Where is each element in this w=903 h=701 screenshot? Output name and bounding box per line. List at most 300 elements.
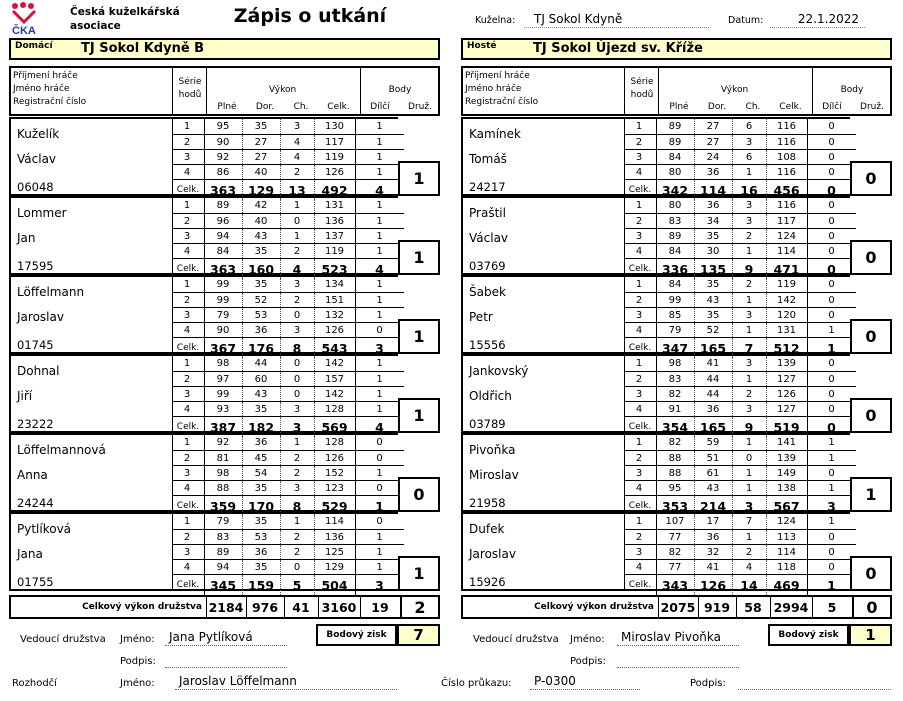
round-cell: 43 bbox=[706, 295, 720, 306]
round-cell: 92 bbox=[216, 437, 230, 448]
round-cell: 1 bbox=[745, 325, 753, 336]
home-jmeno-label: Jméno: bbox=[120, 634, 155, 645]
round-cell: 0 bbox=[828, 310, 835, 321]
col-celk: Celk. bbox=[779, 102, 802, 112]
player-first-name: Jaroslav bbox=[469, 547, 516, 561]
player-reg-number: 24217 bbox=[469, 180, 506, 194]
round-cell: 3 bbox=[635, 231, 643, 242]
total-cell: 387 bbox=[209, 420, 237, 435]
round-row bbox=[624, 198, 856, 213]
round-cell: 80 bbox=[668, 200, 682, 211]
total-cell: 469 bbox=[773, 578, 800, 593]
round-cell: 2 bbox=[635, 216, 643, 227]
round-cell: 32 bbox=[706, 547, 720, 558]
round-row bbox=[624, 119, 856, 134]
col-plne: Plné bbox=[669, 102, 689, 112]
away-label: Hosté bbox=[467, 41, 497, 51]
round-cell: 113 bbox=[776, 532, 797, 543]
player-reg-number: 03789 bbox=[469, 417, 506, 431]
col-name-line3: Registrační číslo bbox=[13, 97, 87, 107]
round-cell: 114 bbox=[324, 516, 345, 527]
round-cell: 2 bbox=[293, 547, 301, 558]
round-cell: 88 bbox=[216, 483, 230, 494]
player-reg-number: 21958 bbox=[469, 496, 506, 510]
round-cell: 0 bbox=[828, 295, 835, 306]
round-cell: 0 bbox=[828, 231, 835, 242]
round-cell: 3 bbox=[293, 325, 301, 336]
player-block bbox=[9, 275, 398, 354]
home-column-header bbox=[9, 66, 440, 116]
col-body: Body bbox=[840, 85, 864, 95]
round-cell: 94 bbox=[216, 231, 230, 242]
round-cell: 1 bbox=[745, 532, 753, 543]
round-row bbox=[172, 243, 404, 258]
round-cell: 84 bbox=[668, 152, 682, 163]
away-jmeno-label: Jméno: bbox=[570, 634, 605, 645]
round-cell: 0 bbox=[828, 562, 835, 573]
player-first-name: Jiří bbox=[17, 389, 33, 403]
round-row bbox=[624, 435, 856, 450]
round-cell: 83 bbox=[668, 374, 682, 385]
round-cell: 114 bbox=[776, 246, 797, 257]
round-cell: 3 bbox=[183, 310, 191, 321]
round-cell: 1 bbox=[183, 516, 191, 527]
round-cell: 82 bbox=[668, 389, 682, 400]
round-cell: 79 bbox=[216, 310, 230, 321]
round-cell: 79 bbox=[668, 325, 682, 336]
round-cell: 4 bbox=[635, 404, 643, 415]
round-cell: 0 bbox=[828, 404, 835, 415]
round-cell: 81 bbox=[216, 453, 230, 464]
round-cell: 89 bbox=[668, 137, 682, 148]
col-serie-line2: hodů bbox=[178, 90, 202, 100]
round-cell: 157 bbox=[324, 374, 345, 385]
round-row bbox=[172, 119, 404, 134]
player-block bbox=[9, 196, 398, 275]
round-cell: 3 bbox=[293, 121, 301, 132]
druzstvo-point: 1 bbox=[398, 161, 440, 196]
round-cell: 114 bbox=[776, 547, 797, 558]
round-cell: 27 bbox=[706, 137, 720, 148]
round-cell: 0 bbox=[828, 246, 835, 257]
round-row bbox=[172, 529, 404, 544]
round-cell: 3 bbox=[183, 231, 191, 242]
round-cell: 134 bbox=[324, 279, 345, 290]
cka-logo bbox=[10, 2, 46, 36]
total-cell: 129 bbox=[247, 183, 275, 198]
round-cell: 1 bbox=[745, 167, 753, 178]
round-cell: 2 bbox=[745, 231, 753, 242]
round-cell: 36 bbox=[254, 547, 268, 558]
col-celk: Celk. bbox=[327, 102, 350, 112]
round-cell: 0 bbox=[293, 562, 301, 573]
round-cell: 136 bbox=[324, 216, 345, 227]
celk-label: Celk. bbox=[628, 501, 652, 511]
round-cell: 0 bbox=[293, 310, 301, 321]
round-cell: 3 bbox=[745, 137, 753, 148]
rozhodci-podpis-field bbox=[738, 674, 891, 690]
summary-dilci: 5 bbox=[827, 600, 837, 615]
round-cell: 1 bbox=[745, 437, 753, 448]
total-cell: 523 bbox=[321, 262, 348, 277]
round-cell: 53 bbox=[254, 310, 268, 321]
round-cell: 126 bbox=[324, 167, 345, 178]
round-cell: 1 bbox=[376, 358, 383, 369]
round-cell: 92 bbox=[216, 152, 230, 163]
round-row bbox=[172, 435, 404, 450]
col-dor: Dor. bbox=[255, 102, 275, 112]
round-cell: 6 bbox=[745, 121, 753, 132]
round-cell: 130 bbox=[324, 121, 345, 132]
round-cell: 141 bbox=[776, 437, 797, 448]
player-surname: Praštil bbox=[469, 206, 506, 220]
away-bodovy-label: Bodový zisk bbox=[768, 624, 849, 646]
player-reg-number: 24244 bbox=[17, 496, 54, 510]
player-surname: Dohnal bbox=[17, 364, 60, 378]
round-cell: 4 bbox=[293, 137, 301, 148]
col-name-line3: Registrační číslo bbox=[465, 97, 539, 107]
summary-dilci: 19 bbox=[371, 600, 389, 615]
round-cell: 83 bbox=[216, 532, 230, 543]
total-cell: 0 bbox=[827, 262, 836, 277]
round-cell: 99 bbox=[668, 295, 682, 306]
player-block bbox=[9, 512, 398, 591]
druzstvo-point: 1 bbox=[398, 240, 440, 275]
round-cell: 82 bbox=[668, 437, 682, 448]
round-cell: 36 bbox=[706, 404, 720, 415]
col-dilci: Dílčí bbox=[822, 102, 842, 112]
round-row bbox=[624, 322, 856, 337]
total-cell: 9 bbox=[744, 420, 754, 435]
round-cell: 1 bbox=[745, 374, 753, 385]
player-first-name: Jan bbox=[17, 231, 36, 245]
round-cell: 35 bbox=[254, 483, 268, 494]
round-cell: 0 bbox=[376, 483, 383, 494]
total-cell: 14 bbox=[740, 578, 758, 593]
total-cell: 126 bbox=[699, 578, 727, 593]
summary-druz: 0 bbox=[866, 598, 878, 617]
round-cell: 3 bbox=[183, 547, 191, 558]
round-cell: 0 bbox=[376, 325, 383, 336]
round-cell: 152 bbox=[324, 468, 345, 479]
round-row bbox=[172, 292, 404, 307]
round-row bbox=[624, 529, 856, 544]
round-cell: 139 bbox=[776, 358, 797, 369]
total-cell: 359 bbox=[209, 499, 237, 514]
round-cell: 107 bbox=[665, 516, 685, 527]
total-cell: 176 bbox=[247, 341, 275, 356]
total-cell: 4 bbox=[375, 262, 384, 277]
round-cell: 108 bbox=[776, 152, 797, 163]
round-cell: 98 bbox=[216, 358, 230, 369]
round-cell: 4 bbox=[183, 246, 191, 257]
round-cell: 1 bbox=[828, 516, 835, 527]
round-cell: 2 bbox=[635, 453, 643, 464]
round-cell: 88 bbox=[668, 453, 682, 464]
away-bodovy-value: 1 bbox=[849, 624, 892, 646]
round-row bbox=[172, 277, 404, 292]
summary-plne: 2075 bbox=[660, 600, 696, 615]
round-cell: 116 bbox=[776, 200, 797, 211]
col-serie-line1: Série bbox=[178, 77, 202, 87]
druzstvo-point: 0 bbox=[850, 319, 892, 354]
col-serie-line1: Série bbox=[630, 77, 654, 87]
round-cell: 119 bbox=[776, 279, 797, 290]
round-cell: 52 bbox=[254, 295, 268, 306]
total-cell: 512 bbox=[773, 341, 800, 356]
round-cell: 125 bbox=[324, 547, 345, 558]
total-cell: 3 bbox=[375, 341, 384, 356]
round-cell: 116 bbox=[776, 121, 797, 132]
round-cell: 2 bbox=[635, 374, 643, 385]
prukaz-label: Číslo průkazu: bbox=[441, 678, 512, 689]
druzstvo-point: 1 bbox=[398, 319, 440, 354]
round-cell: 41 bbox=[706, 562, 720, 573]
round-cell: 1 bbox=[635, 516, 643, 527]
round-cell: 1 bbox=[376, 216, 383, 227]
round-cell: 142 bbox=[776, 295, 797, 306]
druzstvo-point: 0 bbox=[850, 556, 892, 591]
total-cell: 456 bbox=[773, 183, 800, 198]
player-block bbox=[461, 117, 850, 196]
player-block bbox=[461, 275, 850, 354]
round-cell: 2 bbox=[745, 547, 753, 558]
round-cell: 42 bbox=[254, 200, 268, 211]
player-block bbox=[9, 433, 398, 512]
round-cell: 142 bbox=[324, 389, 345, 400]
total-cell: 114 bbox=[699, 183, 727, 198]
total-cell: 347 bbox=[661, 341, 689, 356]
druzstvo-point: 0 bbox=[398, 477, 440, 512]
celk-label: Celk. bbox=[628, 264, 652, 274]
round-cell: 0 bbox=[293, 374, 301, 385]
round-cell: 89 bbox=[668, 121, 682, 132]
player-surname: Šabek bbox=[469, 285, 506, 299]
col-serie-line2: hodů bbox=[630, 90, 654, 100]
total-cell: 8 bbox=[292, 499, 302, 514]
round-cell: 0 bbox=[828, 167, 835, 178]
total-cell: 342 bbox=[661, 183, 689, 198]
round-cell: 4 bbox=[635, 562, 643, 573]
home-vedouci-label: Vedoucí družstva bbox=[20, 634, 106, 645]
round-cell: 131 bbox=[324, 200, 345, 211]
round-cell: 128 bbox=[324, 404, 345, 415]
druzstvo-point: 0 bbox=[850, 240, 892, 275]
round-cell: 52 bbox=[706, 325, 720, 336]
round-cell: 136 bbox=[324, 532, 345, 543]
total-cell: 1 bbox=[827, 341, 836, 356]
home-podpis-field bbox=[165, 652, 287, 668]
player-first-name: Miroslav bbox=[469, 468, 519, 482]
round-row bbox=[172, 401, 404, 416]
player-surname: Löffelmann bbox=[17, 285, 85, 299]
round-cell: 2 bbox=[745, 389, 753, 400]
round-row bbox=[172, 465, 404, 480]
round-cell: 1 bbox=[376, 562, 383, 573]
total-cell: 4 bbox=[375, 183, 384, 198]
round-cell: 117 bbox=[776, 216, 797, 227]
col-vykon: Výkon bbox=[268, 85, 297, 95]
round-cell: 137 bbox=[324, 231, 345, 242]
round-cell: 85 bbox=[668, 310, 682, 321]
round-cell: 36 bbox=[706, 532, 720, 543]
round-cell: 1 bbox=[376, 310, 383, 321]
round-cell: 44 bbox=[706, 389, 720, 400]
round-cell: 97 bbox=[216, 374, 230, 385]
round-cell: 0 bbox=[293, 216, 301, 227]
kuzelna-value: TJ Sokol Kdyně bbox=[524, 12, 709, 28]
round-row bbox=[172, 134, 404, 149]
round-cell: 4 bbox=[635, 483, 643, 494]
home-label: Domácí bbox=[15, 41, 53, 51]
col-name-line1: Příjmení hráče bbox=[465, 71, 530, 81]
round-cell: 4 bbox=[183, 562, 191, 573]
round-row bbox=[624, 243, 856, 258]
total-cell: 471 bbox=[773, 262, 800, 277]
round-cell: 53 bbox=[254, 532, 268, 543]
prukaz-value: P-0300 bbox=[530, 674, 640, 690]
round-cell: 2 bbox=[183, 532, 191, 543]
round-cell: 36 bbox=[706, 167, 720, 178]
round-cell: 1 bbox=[376, 389, 383, 400]
round-cell: 1 bbox=[828, 325, 835, 336]
round-cell: 0 bbox=[828, 358, 835, 369]
round-cell: 2 bbox=[183, 137, 191, 148]
round-cell: 0 bbox=[828, 547, 835, 558]
round-cell: 1 bbox=[293, 200, 301, 211]
round-cell: 0 bbox=[828, 389, 835, 400]
total-cell: 354 bbox=[661, 420, 689, 435]
away-vedouci-label: Vedoucí družstva bbox=[473, 634, 559, 645]
col-ch: Ch. bbox=[293, 102, 309, 112]
player-first-name: Petr bbox=[469, 310, 493, 324]
player-surname: Löffelmannová bbox=[17, 443, 106, 457]
round-cell: 84 bbox=[668, 279, 682, 290]
round-cell: 95 bbox=[216, 121, 230, 132]
round-row bbox=[172, 559, 404, 574]
away-podpis-label: Podpis: bbox=[570, 656, 606, 667]
col-name-line1: Příjmení hráče bbox=[13, 71, 78, 81]
round-cell: 1 bbox=[376, 137, 383, 148]
round-cell: 7 bbox=[745, 516, 753, 527]
round-row bbox=[172, 198, 404, 213]
player-surname: Kamínek bbox=[469, 127, 521, 141]
round-cell: 4 bbox=[183, 404, 191, 415]
round-cell: 4 bbox=[293, 152, 301, 163]
total-cell: 519 bbox=[773, 420, 800, 435]
total-cell: 182 bbox=[247, 420, 275, 435]
round-cell: 2 bbox=[745, 279, 753, 290]
total-cell: 569 bbox=[321, 420, 348, 435]
round-cell: 1 bbox=[376, 404, 383, 415]
away-team-bar bbox=[461, 38, 892, 60]
round-cell: 54 bbox=[254, 468, 268, 479]
total-cell: 1 bbox=[827, 578, 836, 593]
round-cell: 1 bbox=[293, 516, 301, 527]
round-row bbox=[624, 307, 856, 322]
col-druz: Druž. bbox=[860, 102, 884, 112]
player-first-name: Tomáš bbox=[469, 152, 507, 166]
org-line2: asociace bbox=[70, 20, 121, 32]
away-vedouci-name: Miroslav Pivoňka bbox=[617, 630, 739, 646]
round-cell: 128 bbox=[324, 437, 345, 448]
player-surname: Pivoňka bbox=[469, 443, 516, 457]
round-cell: 2 bbox=[293, 453, 301, 464]
round-cell: 6 bbox=[745, 152, 753, 163]
round-cell: 1 bbox=[183, 121, 191, 132]
round-cell: 0 bbox=[293, 358, 301, 369]
round-cell: 0 bbox=[828, 532, 835, 543]
round-cell: 35 bbox=[254, 121, 268, 132]
round-cell: 0 bbox=[828, 216, 835, 227]
round-cell: 151 bbox=[324, 295, 345, 306]
total-cell: 16 bbox=[740, 183, 758, 198]
player-reg-number: 03769 bbox=[469, 259, 506, 273]
round-cell: 3 bbox=[635, 468, 643, 479]
round-cell: 24 bbox=[706, 152, 720, 163]
round-cell: 82 bbox=[668, 547, 682, 558]
home-team-name: TJ Sokol Kdyně B bbox=[81, 41, 205, 56]
celk-label: Celk. bbox=[176, 264, 200, 274]
rozhodci-jmeno-label: Jméno: bbox=[120, 678, 155, 689]
total-cell: 3 bbox=[744, 499, 754, 514]
home-team-summary bbox=[9, 595, 440, 619]
round-cell: 1 bbox=[183, 200, 191, 211]
round-cell: 40 bbox=[254, 216, 268, 227]
player-surname: Pytlíková bbox=[17, 522, 72, 536]
round-cell: 35 bbox=[254, 279, 268, 290]
round-cell: 119 bbox=[324, 152, 345, 163]
round-cell: 124 bbox=[776, 516, 797, 527]
round-cell: 0 bbox=[828, 279, 835, 290]
total-cell: 0 bbox=[827, 183, 836, 198]
round-cell: 35 bbox=[706, 231, 720, 242]
total-cell: 7 bbox=[744, 341, 754, 356]
round-cell: 30 bbox=[706, 246, 720, 257]
org-name bbox=[70, 5, 180, 33]
home-bodovy-label: Bodový zisk bbox=[316, 624, 397, 646]
round-row bbox=[624, 514, 856, 529]
round-cell: 61 bbox=[706, 468, 720, 479]
round-cell: 1 bbox=[183, 437, 191, 448]
away-podpis-field bbox=[617, 652, 739, 668]
round-row bbox=[172, 228, 404, 243]
summary-label: Celkový výkon družstva bbox=[82, 602, 202, 612]
round-row bbox=[624, 277, 856, 292]
total-cell: 5 bbox=[292, 578, 302, 593]
round-cell: 0 bbox=[376, 516, 383, 527]
round-row bbox=[624, 544, 856, 559]
round-cell: 2 bbox=[183, 453, 191, 464]
total-cell: 13 bbox=[288, 183, 306, 198]
round-row bbox=[624, 401, 856, 416]
round-cell: 3 bbox=[635, 152, 643, 163]
player-block bbox=[9, 117, 398, 196]
round-cell: 35 bbox=[706, 279, 720, 290]
round-cell: 3 bbox=[745, 216, 753, 227]
round-row bbox=[624, 450, 856, 465]
round-cell: 1 bbox=[745, 468, 753, 479]
round-cell: 132 bbox=[324, 310, 345, 321]
player-reg-number: 15556 bbox=[469, 338, 506, 352]
round-cell: 2 bbox=[183, 295, 191, 306]
round-cell: 1 bbox=[376, 279, 383, 290]
kuzelna-label: Kuželna: bbox=[475, 15, 516, 26]
round-cell: 116 bbox=[776, 137, 797, 148]
col-plne: Plné bbox=[217, 102, 237, 112]
round-cell: 83 bbox=[668, 216, 682, 227]
round-cell: 0 bbox=[376, 453, 383, 464]
